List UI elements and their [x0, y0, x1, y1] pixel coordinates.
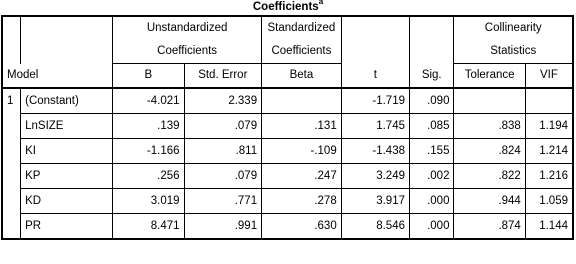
cell-beta: .630: [262, 214, 342, 240]
cell-std-error: .991: [184, 214, 262, 240]
cell-tolerance: .944: [454, 189, 525, 214]
coefficients-table: [1, 15, 574, 240]
cell-t: 1.745: [341, 114, 409, 139]
header-t: t: [341, 64, 409, 89]
cell-beta: -.109: [262, 139, 342, 164]
cell-tolerance: .874: [454, 214, 525, 240]
cell-beta: .247: [262, 164, 342, 189]
header-collinearity-line2: Statistics: [454, 40, 573, 64]
cell-std-error: .771: [184, 189, 262, 214]
cell-predictor-name: LnSIZE: [21, 114, 113, 139]
header-b: B: [113, 64, 184, 89]
cell-model-number: [2, 114, 21, 139]
header-model: Model: [2, 64, 113, 89]
cell-vif: 1.144: [525, 214, 573, 240]
cell-t: 3.249: [341, 164, 409, 189]
cell-b: -1.166: [113, 139, 184, 164]
cell-tolerance: .838: [454, 114, 525, 139]
cell-b: .256: [113, 164, 184, 189]
header-collinearity-line1: Collinearity: [454, 16, 573, 40]
cell-tolerance: .822: [454, 164, 525, 189]
table-row: [2, 189, 573, 214]
header-sig: Sig.: [410, 64, 454, 89]
cell-tolerance: .824: [454, 139, 525, 164]
table-row: [2, 164, 573, 189]
header-model-blank-2: [2, 40, 21, 64]
header-t-blank-2: [341, 40, 409, 64]
header-sig-blank: [410, 16, 454, 40]
cell-model-number: [2, 189, 21, 214]
cell-tolerance: [454, 88, 525, 114]
header-t-blank: [341, 16, 409, 40]
cell-b: 3.019: [113, 189, 184, 214]
table-row: [2, 114, 573, 139]
cell-beta: [262, 88, 342, 114]
table-row: [2, 88, 573, 114]
cell-t: -1.719: [341, 88, 409, 114]
cell-beta: .278: [262, 189, 342, 214]
cell-sig: .090: [410, 88, 454, 114]
cell-vif: [525, 88, 573, 114]
cell-predictor-name: KD: [21, 189, 113, 214]
cell-vif: 1.216: [525, 164, 573, 189]
cell-sig: .002: [410, 164, 454, 189]
table-body: [2, 88, 573, 239]
cell-vif: 1.059: [525, 189, 573, 214]
header-sig-blank-2: [410, 40, 454, 64]
cell-vif: 1.194: [525, 114, 573, 139]
cell-t: -1.438: [341, 139, 409, 164]
cell-model-number: [2, 214, 21, 240]
table-title-text: Coefficients: [252, 1, 319, 13]
header-tolerance: Tolerance: [454, 64, 525, 89]
cell-std-error: 2.339: [184, 88, 262, 114]
cell-t: 8.546: [341, 214, 409, 240]
header-row-2: [2, 40, 573, 64]
cell-beta: .131: [262, 114, 342, 139]
cell-predictor-name: PR: [21, 214, 113, 240]
cell-model-number: [2, 164, 21, 189]
cell-model-number: 1: [2, 88, 21, 114]
header-unstandardized-line2: Coefficients: [113, 40, 262, 64]
header-beta: Beta: [262, 64, 342, 89]
header-name-blank: [21, 16, 113, 40]
header-standardized-line1: Standardized: [262, 16, 342, 40]
table-title: [0, 0, 576, 14]
header-vif: VIF: [525, 64, 573, 89]
cell-t: 3.917: [341, 189, 409, 214]
table-row: [2, 139, 573, 164]
cell-vif: 1.214: [525, 139, 573, 164]
cell-std-error: .811: [184, 139, 262, 164]
cell-b: -4.021: [113, 88, 184, 114]
cell-sig: .000: [410, 189, 454, 214]
cell-b: .139: [113, 114, 184, 139]
table-title-footnote: a: [318, 0, 324, 7]
header-standardized-line2: Coefficients: [262, 40, 342, 64]
cell-predictor-name: (Constant): [21, 88, 113, 114]
header-row-3: [2, 64, 573, 89]
cell-predictor-name: KI: [21, 139, 113, 164]
table-row: [2, 214, 573, 240]
header-name-blank-2: [21, 40, 113, 64]
cell-sig: .155: [410, 139, 454, 164]
cell-b: 8.471: [113, 214, 184, 240]
header-std-error: Std. Error: [184, 64, 262, 89]
header-model-blank: [2, 16, 21, 40]
cell-sig: .000: [410, 214, 454, 240]
cell-model-number: [2, 139, 21, 164]
cell-std-error: .079: [184, 114, 262, 139]
cell-predictor-name: KP: [21, 164, 113, 189]
header-unstandardized-line1: Unstandardized: [113, 16, 262, 40]
cell-std-error: .079: [184, 164, 262, 189]
cell-sig: .085: [410, 114, 454, 139]
header-row-1: [2, 16, 573, 40]
